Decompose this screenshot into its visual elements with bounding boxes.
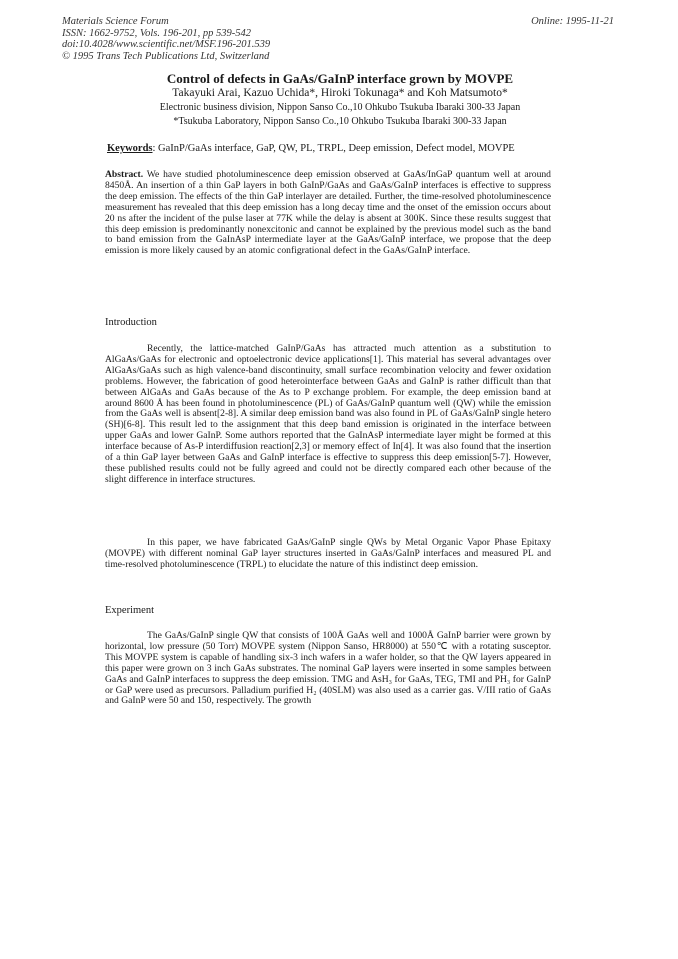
online-date: Online: 1995-11-21 — [531, 16, 614, 27]
author-list: Takayuki Arai, Kazuo Uchida*, Hiroki Tokunaga* and Koh Matsumoto* — [172, 87, 508, 99]
paper-title: Control of defects in GaAs/GaInP interface grown by MOVPE — [166, 71, 514, 86]
introduction-paragraph-2: In this paper, we have fabricated GaAs/GaInP single QWs by Metal Organic Vapor Phase Epitaxy (MOVPE) with different nominal GaP layer structures inserted in GaAs/GaInP interfaces and measured PL and time-resolved photoluminescence (TRPL) to elucidate the nature of this indistinct deep emission. — [105, 537, 551, 570]
experiment-paragraph-1: The GaAs/GaInP single QW that consists of 100Å GaAs well and 1000Å GaInP barrier were grown by horizontal, low pressure (50 Torr) MOVPE system (Nippon Sanso, HR8000) at 550℃ with a rotating susceptor. This MOVPE system is capable of handling six-3 inch wafers in a wafer holder, so that the QW layers appeared in this paper were grown on 3 inch GaAs substrates. The nominal GaP layers were inserted in some samples between GaAs and GaInP interfaces to suppress the deep emission. TMG and AsH₃ for GaAs, TEG, TMI and PH₃ for GaInP or GaP were used as precursors. Palladium purified H₂ (40SLM) was also used as a carrier gas. V/III ratio of GaAs and GaInP were 50 and 150, respectively. The growth — [105, 630, 551, 707]
affiliation-1: Electronic business division, Nippon Sanso Co.,10 Ohkubo Tsukuba Ibaraki 300-33 Japan — [159, 102, 521, 113]
abstract-text: We have studied photoluminescence deep emission observed at GaAs/InGaP quantum well at around 8450Å. An insertion of a thin GaP layers in both GaInP/GaAs and GaAs/GaInP interfaces is effective to suppress the deep emission. The effects of the thin GaP interlayer are detailed. Further, the time-resolved photoluminescence measurement has revealed that this deep emission has a long decay time and the onset of the emission occurs about 20 ns after the incident of the pulse laser at 77K while the delay is absent at 300K. Since these results suggest that this deep emission is predominantly nonexcitonic and cannot be explained by the previous model such as the band to band emission from the GaInAsP intermediate layer at the GaAs/GaInP interface, we propose that the deep emission is more likely caused by an atomic configrational defect in the GaAs/GaInP interface. — [105, 169, 551, 257]
abstract-paragraph — [105, 170, 551, 257]
introduction-paragraph-1: Recently, the lattice-matched GaInP/GaAs has attracted much attention as a substitution to AlGaAs/GaAs for electronic and optoelectronic device applications[1]. This material has several advantages over AlGaAs/GaAs such as high valence-band discontinuity, small surface recombination velocity and fewer oxidation problems. However, the fabrication of good heterointerface between GaAs and GaInP is rather difficult than that between AlGaAs and GaAs because of the As to P exchange problem. For example, the deep emission band at around 8600 Å has been found in photoluminescence (PL) of GaAs/GaInP quantum well (QW) while the emission from the GaAs well is absent[2-8]. A similar deep emission band was also found in PL of GaAs/GaInP single hetero (SH)[6-8]. This result led to the assignment that this deep band emission is originated in the interface between upper GaAs and lower GaInP. Some authors reported that the GaInAsP intermediate layer might be formed at this interface because of As-P interdiffusion reaction[2,3] or memory effect of In[4]. It was also found that the insertion of a thin GaP layer between GaAs and GaInP interface is effective to suppress this deep emission[5-7]. However, these published results could not be fully agreed and could not be directly compared each other because of the slight difference in interface structures. — [105, 343, 551, 485]
introduction-heading: Introduction — [105, 317, 157, 328]
affiliation-2: *Tsukuba Laboratory, Nippon Sanso Co.,10 Ohkubo Tsukuba Ibaraki 300-33 Japan — [173, 116, 507, 127]
doi-line: doi:10.4028/www.scientific.net/MSF.196-201.539 — [62, 39, 271, 51]
journal-name: Materials Science Forum — [62, 16, 169, 27]
keywords-text: : GaInP/GaAs interface, GaP, QW, PL, TRPL, Deep emission, Defect model, MOVPE — [152, 143, 515, 154]
publication-info — [62, 16, 270, 62]
keywords-label: Keywords — [107, 143, 153, 154]
copyright-line: © 1995 Trans Tech Publications Ltd, Switzerland — [62, 50, 270, 62]
experiment-heading: Experiment — [105, 605, 154, 616]
abstract-label: Abstract. — [105, 169, 144, 180]
issn-line: ISSN: 1662-9752, Vols. 196-201, pp 539-542 — [62, 27, 251, 39]
keywords-line — [107, 143, 577, 154]
